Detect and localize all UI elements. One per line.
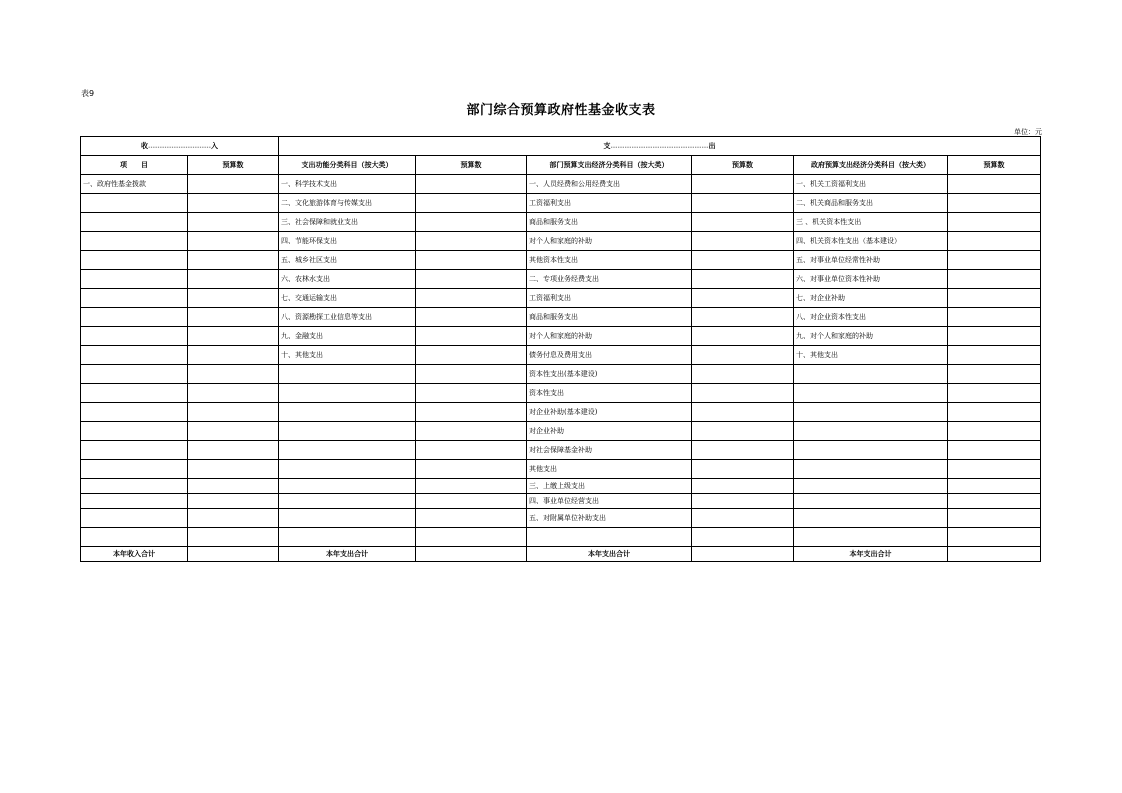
dept-econ-budget-cell [692,251,794,270]
dept-econ-item-cell: 四、事业单位经营支出 [527,494,692,509]
column-header-row [81,156,1041,175]
income-item-cell [81,308,188,327]
income-budget-cell [188,509,279,528]
income-label-a: 收 [141,141,148,150]
gov-total-value [948,547,1041,562]
func-item-cell: 二、文化旅游体育与传媒支出 [279,194,416,213]
income-budget-cell [188,403,279,422]
income-item-cell [81,251,188,270]
dept-econ-item-cell: 工资福利支出 [527,289,692,308]
income-item-cell [81,213,188,232]
gov-econ-item-cell [794,460,948,479]
gov-econ-budget-cell [948,384,1041,403]
income-item-cell [81,384,188,403]
dept-total-label: 本年支出合计 [527,547,692,562]
expense-dots: …………………………………… [610,141,709,150]
func-total-label: 本年支出合计 [279,547,416,562]
table-row [81,327,1041,346]
income-budget-cell [188,213,279,232]
income-item-cell [81,289,188,308]
func-budget-cell [416,270,527,289]
income-item-cell [81,509,188,528]
table-row [81,460,1041,479]
expense-label-b: 出 [708,141,716,150]
dept-econ-item-cell: 资本性支出 [527,384,692,403]
income-budget-cell [188,528,279,547]
gov-econ-budget-cell [948,365,1041,384]
income-budget-cell [188,384,279,403]
section-header-row [81,137,1041,156]
income-budget-cell [188,365,279,384]
gov-econ-item-cell: 六、对事业单位资本性补助 [794,270,948,289]
func-budget-cell [416,213,527,232]
gov-econ-item-cell: 七、对企业补助 [794,289,948,308]
gov-econ-budget-cell [948,175,1041,194]
income-item-cell [81,194,188,213]
dept-econ-budget-cell [692,175,794,194]
income-budget-cell [188,270,279,289]
gov-econ-item-cell [794,494,948,509]
func-budget-cell [416,494,527,509]
dept-econ-item-cell: 对企业补助 [527,422,692,441]
table-row [81,509,1041,528]
dept-econ-item-cell: 一、人员经费和公用经费支出 [527,175,692,194]
table-row [81,365,1041,384]
income-budget-cell [188,494,279,509]
dept-econ-item-cell: 五、对附属单位补助支出 [527,509,692,528]
income-item-cell [81,494,188,509]
col-header-budget-4: 预算数 [948,156,1041,175]
func-total-value [416,547,527,562]
income-label-b: 入 [211,141,218,150]
income-item-cell [81,460,188,479]
dept-econ-item-cell: 工资福利支出 [527,194,692,213]
func-budget-cell [416,232,527,251]
dept-econ-budget-cell [692,327,794,346]
func-budget-cell [416,509,527,528]
gov-econ-budget-cell [948,194,1041,213]
income-item-cell: 一、政府性基金拨款 [81,175,188,194]
dept-econ-budget-cell [692,479,794,494]
gov-econ-budget-cell [948,494,1041,509]
col-header-budget-1: 预算数 [188,156,279,175]
gov-econ-item-cell [794,528,948,547]
dept-econ-budget-cell [692,422,794,441]
table-row [81,494,1041,509]
table-row [81,346,1041,365]
func-budget-cell [416,308,527,327]
gov-econ-budget-cell [948,346,1041,365]
func-budget-cell [416,384,527,403]
unit-label: 单位：元 [1014,128,1042,136]
dept-econ-budget-cell [692,365,794,384]
gov-econ-item-cell: 九、对个人和家庭的补助 [794,327,948,346]
func-item-cell: 八、资源勘探工业信息等支出 [279,308,416,327]
func-item-cell: 六、农林水支出 [279,270,416,289]
table-row [81,528,1041,547]
func-item-cell [279,403,416,422]
income-item-cell [81,441,188,460]
func-budget-cell [416,289,527,308]
income-item-cell [81,365,188,384]
dept-econ-budget-cell [692,494,794,509]
income-item-cell [81,403,188,422]
dept-econ-budget-cell [692,194,794,213]
gov-econ-item-cell: 八、对企业资本性支出 [794,308,948,327]
dept-total-value [692,547,794,562]
gov-econ-budget-cell [948,509,1041,528]
gov-econ-budget-cell [948,460,1041,479]
gov-econ-item-cell: 二、机关商品和服务支出 [794,194,948,213]
gov-econ-budget-cell [948,327,1041,346]
col-header-func: 支出功能分类科目（按大类） [279,156,416,175]
gov-econ-budget-cell [948,232,1041,251]
dept-econ-item-cell: 其他资本性支出 [527,251,692,270]
func-item-cell [279,365,416,384]
table-row [81,175,1041,194]
gov-econ-budget-cell [948,403,1041,422]
dept-econ-item-cell: 其他支出 [527,460,692,479]
gov-econ-budget-cell [948,289,1041,308]
func-item-cell: 四、节能环保支出 [279,232,416,251]
dept-econ-item-cell: 对社会保障基金补助 [527,441,692,460]
income-budget-cell [188,346,279,365]
dept-econ-budget-cell [692,509,794,528]
func-item-cell: 一、科学技术支出 [279,175,416,194]
expense-section-header [279,137,1041,156]
gov-econ-item-cell [794,365,948,384]
income-item-cell [81,528,188,547]
dept-econ-budget-cell [692,213,794,232]
func-budget-cell [416,422,527,441]
dept-econ-item-cell: 二、专项业务经费支出 [527,270,692,289]
dept-econ-item-cell [527,528,692,547]
gov-econ-item-cell: 四、机关资本性支出（基本建设） [794,232,948,251]
dept-econ-budget-cell [692,460,794,479]
gov-econ-budget-cell [948,251,1041,270]
income-budget-cell [188,441,279,460]
income-total-value [188,547,279,562]
income-budget-cell [188,308,279,327]
func-item-cell [279,460,416,479]
income-budget-cell [188,422,279,441]
table-row [81,479,1041,494]
func-item-cell: 十、其他支出 [279,346,416,365]
func-budget-cell [416,403,527,422]
gov-econ-item-cell: 一、机关工资福利支出 [794,175,948,194]
dept-econ-budget-cell [692,528,794,547]
gov-econ-item-cell [794,479,948,494]
income-budget-cell [188,327,279,346]
gov-econ-item-cell: 三 、机关资本性支出 [794,213,948,232]
col-header-budget-3: 预算数 [692,156,794,175]
totals-row [81,547,1041,562]
gov-total-label: 本年支出合计 [794,547,948,562]
table-row [81,232,1041,251]
table-row [81,403,1041,422]
func-item-cell [279,384,416,403]
gov-econ-budget-cell [948,308,1041,327]
dept-econ-item-cell: 债务付息及费用支出 [527,346,692,365]
gov-econ-item-cell [794,422,948,441]
col-header-gov-econ: 政府预算支出经济分类科目（按大类） [794,156,948,175]
func-budget-cell [416,528,527,547]
dept-econ-budget-cell [692,441,794,460]
gov-econ-budget-cell [948,213,1041,232]
income-budget-cell [188,460,279,479]
dept-econ-budget-cell [692,232,794,251]
income-item-cell [81,479,188,494]
dept-econ-budget-cell [692,289,794,308]
func-item-cell: 三、社会保障和就业支出 [279,213,416,232]
dept-econ-item-cell: 对企业补助(基本建设) [527,403,692,422]
income-budget-cell [188,289,279,308]
dept-econ-budget-cell [692,346,794,365]
gov-econ-budget-cell [948,479,1041,494]
func-budget-cell [416,479,527,494]
func-budget-cell [416,194,527,213]
table-row [81,308,1041,327]
func-budget-cell [416,175,527,194]
func-item-cell: 九、金融支出 [279,327,416,346]
func-item-cell: 五、城乡社区支出 [279,251,416,270]
income-budget-cell [188,479,279,494]
dept-econ-item-cell: 商品和服务支出 [527,308,692,327]
func-budget-cell [416,327,527,346]
income-budget-cell [188,232,279,251]
dept-econ-budget-cell [692,308,794,327]
dept-econ-budget-cell [692,384,794,403]
func-item-cell [279,528,416,547]
gov-econ-item-cell: 五、对事业单位经常性补助 [794,251,948,270]
gov-econ-item-cell: 十、其他支出 [794,346,948,365]
income-item-cell [81,327,188,346]
gov-econ-item-cell [794,441,948,460]
table-row [81,251,1041,270]
expense-label-a: 支 [603,141,611,150]
func-budget-cell [416,251,527,270]
func-item-cell [279,494,416,509]
income-budget-cell [188,175,279,194]
gov-econ-budget-cell [948,422,1041,441]
table-row [81,270,1041,289]
gov-econ-item-cell [794,403,948,422]
table-number: 表9 [81,89,95,98]
dept-econ-item-cell: 对个人和家庭的补助 [527,327,692,346]
page-title: 部门综合预算政府性基金收支表 [466,103,656,118]
gov-econ-budget-cell [948,528,1041,547]
func-item-cell: 七、交通运输支出 [279,289,416,308]
table-row [81,384,1041,403]
col-header-budget-2: 预算数 [416,156,527,175]
table-row [81,194,1041,213]
col-header-item: 项 目 [81,156,188,175]
income-budget-cell [188,194,279,213]
func-budget-cell [416,441,527,460]
table-row [81,289,1041,308]
dept-econ-item-cell: 对个人和家庭的补助 [527,232,692,251]
income-budget-cell [188,251,279,270]
income-item-cell [81,422,188,441]
income-item-cell [81,232,188,251]
dept-econ-item-cell: 商品和服务支出 [527,213,692,232]
table-row [81,213,1041,232]
income-section-header [81,137,279,156]
dept-econ-item-cell: 三、上缴上级支出 [527,479,692,494]
gov-econ-item-cell [794,509,948,528]
income-item-cell [81,346,188,365]
table-row [81,422,1041,441]
table-row [81,441,1041,460]
gov-econ-budget-cell [948,441,1041,460]
func-item-cell [279,479,416,494]
func-item-cell [279,509,416,528]
gov-econ-item-cell [794,384,948,403]
dept-econ-budget-cell [692,403,794,422]
dept-econ-budget-cell [692,270,794,289]
gov-econ-budget-cell [948,270,1041,289]
income-total-label: 本年收入合计 [81,547,188,562]
income-dots: ……………………… [148,141,211,150]
dept-econ-item-cell: 资本性支出(基本建设) [527,365,692,384]
income-item-cell [81,270,188,289]
func-item-cell [279,441,416,460]
func-budget-cell [416,365,527,384]
budget-table [80,136,1041,562]
func-item-cell [279,422,416,441]
col-header-dept-econ: 部门预算支出经济分类科目（按大类） [527,156,692,175]
func-budget-cell [416,460,527,479]
func-budget-cell [416,346,527,365]
